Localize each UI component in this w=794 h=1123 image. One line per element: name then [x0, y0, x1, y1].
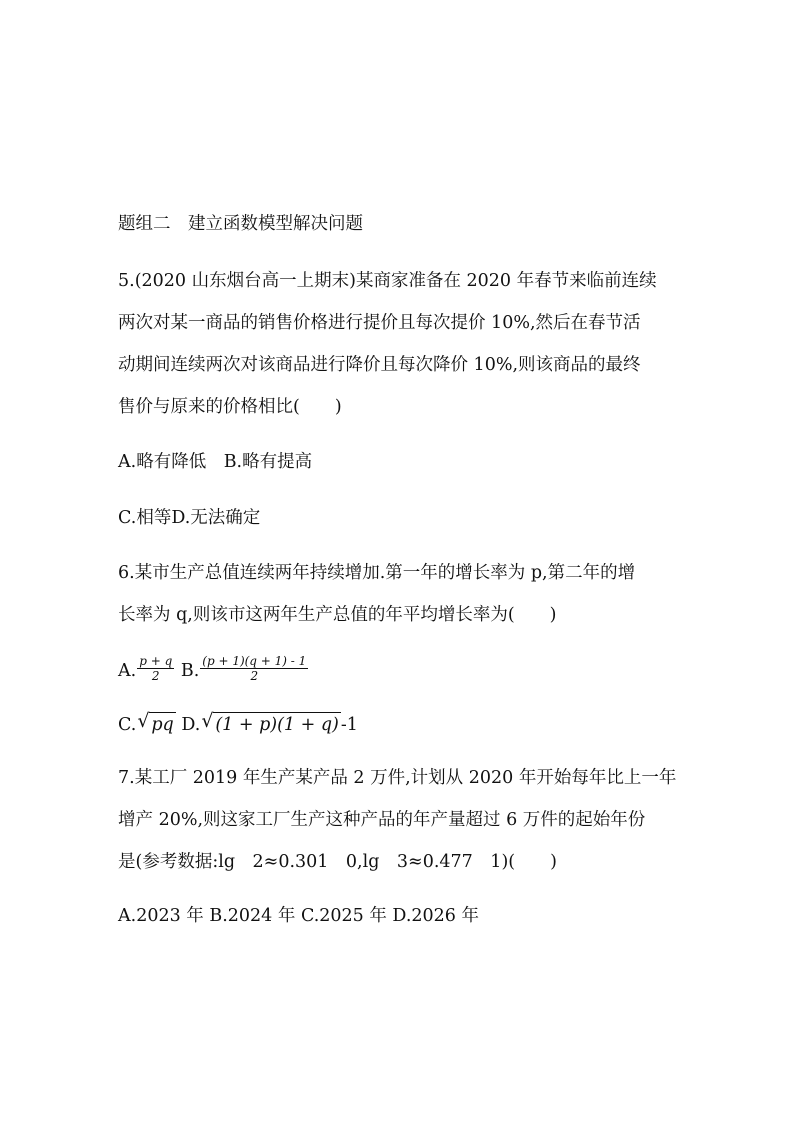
section-title: 题组二 建立函数模型解决问题 — [118, 214, 363, 234]
option-b-fraction — [200, 654, 308, 683]
option-a-fraction — [137, 654, 174, 683]
radical-sign-icon: √ — [137, 710, 150, 732]
question-5-options-ab: A.略有降低 B.略有提高 — [118, 452, 313, 472]
option-d-label: D. — [181, 715, 201, 735]
question-6-options-cd — [118, 712, 358, 737]
option-d-sqrt — [201, 712, 341, 737]
question-7-options: A.2023 年 B.2024 年 C.2025 年 D.2026 年 — [118, 906, 480, 926]
question-5-options-cd: C.相等D.无法确定 — [118, 508, 261, 528]
option-c-radicand: pq — [149, 712, 175, 737]
option-d-radicand: (1 + p)(1 + q) — [213, 712, 341, 737]
option-d-suffix: -1 — [340, 715, 358, 735]
option-b-label: B. — [180, 661, 200, 681]
radical-sign-icon: √ — [201, 710, 214, 732]
question-7-line-1: 7.某工厂 2019 年生产某产品 2 万件,计划从 2020 年开始每年比上一年 — [118, 768, 677, 788]
option-c-label: C. — [118, 715, 137, 735]
question-5-line-3: 动期间连续两次对该商品进行降价且每次降价 10%,则该商品的最终 — [118, 355, 641, 375]
question-6-options-ab — [118, 654, 309, 686]
option-b-numerator: (p + 1)(q + 1) - 1 — [202, 654, 307, 668]
question-5-line-1: 5.(2020 山东烟台高一上期末)某商家准备在 2020 年春节来临前连续 — [118, 271, 657, 291]
option-c-sqrt — [137, 712, 175, 737]
question-6-line-1: 6.某市生产总值连续两年持续增加.第一年的增长率为 p,第二年的增 — [118, 563, 636, 583]
question-7-line-3: 是(参考数据:lg 2≈0.301 0,lg 3≈0.477 1)( ) — [118, 852, 557, 872]
option-a-label: A. — [118, 661, 137, 681]
option-b-denominator: 2 — [250, 669, 259, 683]
option-a-denominator: 2 — [151, 669, 160, 683]
question-5-line-2: 两次对某一商品的销售价格进行提价且每次提价 10%,然后在春节活 — [118, 313, 641, 333]
question-6-line-2: 长率为 q,则该市这两年生产总值的年平均增长率为( ) — [118, 605, 557, 625]
option-a-numerator: p + q — [139, 654, 173, 668]
question-7-line-2: 增产 20%,则这家工厂生产这种产品的年产量超过 6 万件的起始年份 — [118, 810, 646, 830]
question-5-line-4: 售价与原来的价格相比( ) — [118, 397, 342, 417]
